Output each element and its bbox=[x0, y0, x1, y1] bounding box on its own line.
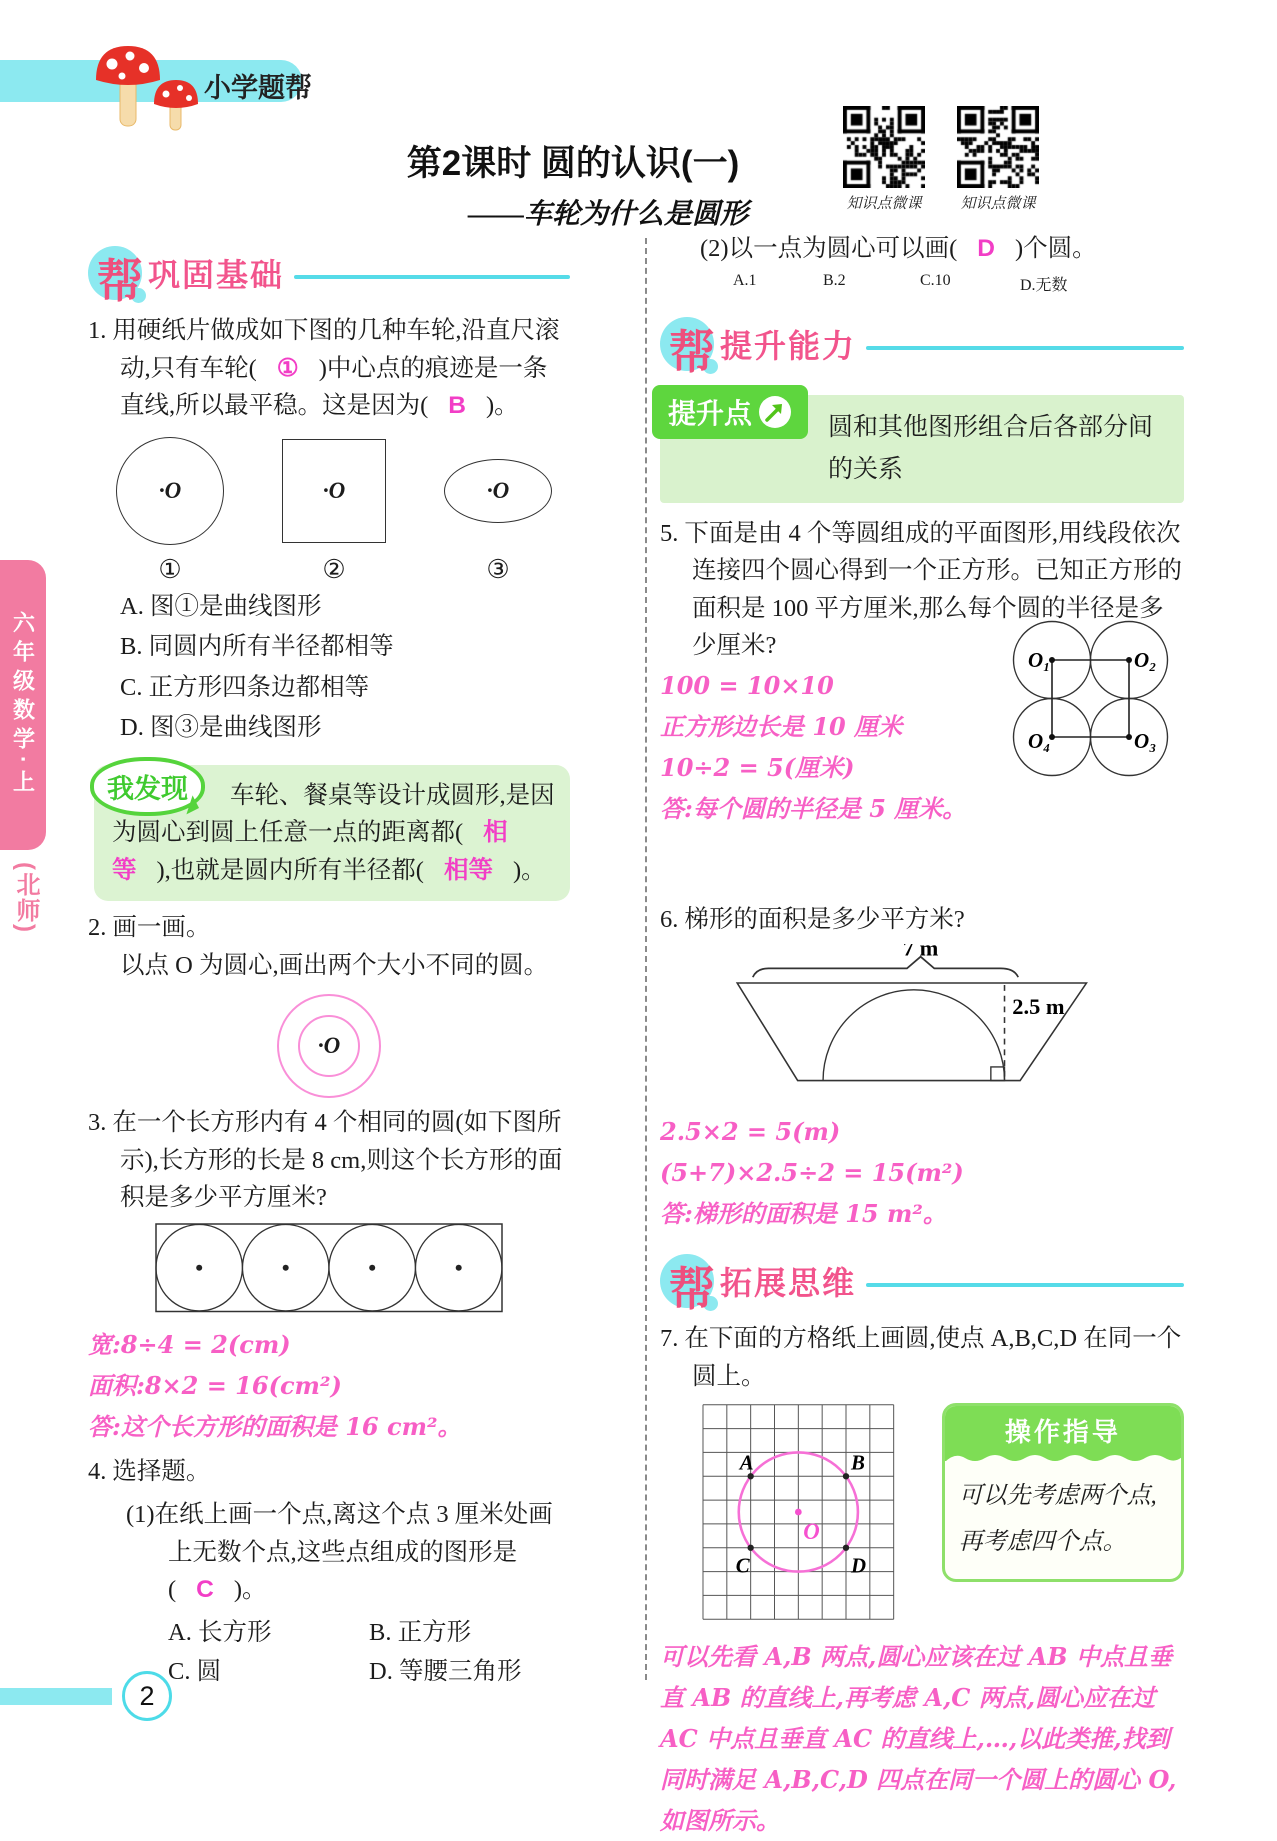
question-5-text: 5. 下面是由 4 个等圆组成的平面图形,用线段依次连接四个圆心得到一个正方形。已知正方形的面积是 100 平方厘米,那么每个圆的半径是多少厘米? bbox=[660, 519, 1182, 659]
question-2-text: 以点 O 为圆心,画出两个大小不同的圆。 bbox=[120, 951, 549, 979]
point-b-label: B bbox=[850, 1450, 865, 1475]
qr-code-icon bbox=[843, 106, 925, 188]
arrow-up-right-icon bbox=[758, 395, 792, 429]
center-label: ·O bbox=[486, 477, 510, 503]
operation-guide-box bbox=[942, 1403, 1184, 1582]
bang-badge-icon: 帮 bbox=[660, 314, 720, 374]
q4-option-2d: D.无数 bbox=[1020, 276, 1068, 294]
answer-blank: B bbox=[448, 392, 466, 419]
section-rule bbox=[866, 1283, 1184, 1287]
question-1-figure bbox=[88, 425, 570, 585]
section-expand-header bbox=[660, 1248, 1184, 1314]
operation-guide-text: 可以先考虑两个点,再考虑四个点。 bbox=[958, 1483, 1157, 1555]
section-title: 巩固基础 bbox=[148, 257, 285, 293]
qr-code-1 bbox=[841, 106, 927, 213]
mushroom-logo-icon bbox=[92, 34, 202, 136]
operation-guide-header: 操作指导 bbox=[945, 1406, 1181, 1461]
answer-blank: C bbox=[196, 1576, 214, 1603]
question-5-answer-area bbox=[660, 647, 1184, 895]
sidebar-grade-tab bbox=[0, 560, 46, 850]
q4-option-2b: B.2 bbox=[823, 271, 846, 289]
qr-caption-1: 知识点微课 bbox=[846, 196, 922, 212]
wheel-ellipse-figure bbox=[444, 435, 552, 585]
q3-answer-line1: 宽:8÷4 = 2(cm) bbox=[88, 1329, 291, 1359]
four-circles-figure bbox=[1002, 615, 1178, 781]
center-label: ·O bbox=[317, 1033, 341, 1058]
page-title: 第2课时 圆的认识(一) bbox=[406, 144, 740, 183]
section-rule bbox=[866, 346, 1184, 350]
q1-option-a: A. 图①是曲线图形 bbox=[120, 592, 322, 620]
section-rule bbox=[294, 275, 570, 279]
q1-option-b: B. 同圆内所有半径都相等 bbox=[120, 633, 394, 660]
section-improve-header bbox=[660, 311, 1184, 377]
point-a-label: A bbox=[739, 1450, 754, 1475]
figure-label-2: ② bbox=[322, 554, 346, 584]
q5-answer-line1: 100 = 10×10 bbox=[660, 670, 834, 700]
page-subtitle: ——车轮为什么是圆形 bbox=[468, 199, 749, 230]
answer-blank: 相等 bbox=[112, 819, 508, 884]
center-label: ·O bbox=[158, 477, 182, 503]
center-label: ·O bbox=[322, 477, 346, 503]
center-label-o1: O₁ bbox=[1028, 647, 1051, 672]
q6-answer-line1: 2.5×2 = 5(m) bbox=[660, 1117, 841, 1146]
trapezoid-figure bbox=[690, 944, 1120, 1104]
figure-label-3: ③ bbox=[486, 554, 510, 584]
section-consolidate-header bbox=[88, 240, 570, 306]
qr-code-2 bbox=[955, 106, 1041, 213]
page-number: 2 bbox=[122, 1671, 172, 1721]
logo-text: 小学题帮 bbox=[204, 73, 312, 103]
question-2-title: 2. 画一画。 bbox=[88, 914, 211, 941]
bang-badge-icon: 帮 bbox=[660, 1251, 720, 1311]
section-title: 拓展思维 bbox=[720, 1265, 857, 1301]
q7-explanation: 可以先看 A,B 两点,圆心应该在过 AB 中点且垂直 AB 的直线上,再考虑 A,C 两点,圆心应在过 AC 中点且垂直 AC 的直线上,…,以此类推,找到同时满足 A,B,C,D 四点在同一个圆上的圆心 O,如图所示。 bbox=[660, 1642, 1177, 1835]
discover-text: 车轮、餐桌等设计成圆形,是因为圆心到圆上任意一点的距离都( 相等 ),也就是圆内所有半径都( 相等 )。 bbox=[112, 781, 555, 884]
q4-option-c: C. 圆 bbox=[168, 1657, 222, 1685]
q3-answer-line2: 面积:8×2 = 16(cm²) bbox=[88, 1370, 342, 1400]
column-divider bbox=[645, 238, 647, 1680]
question-3-figure bbox=[88, 1223, 570, 1318]
boost-point-box bbox=[660, 395, 1184, 503]
page-number-bar bbox=[0, 1688, 112, 1705]
center-o-label: O bbox=[803, 1518, 820, 1544]
figure-label-1: ① bbox=[158, 554, 182, 584]
center-label-o3: O₃ bbox=[1134, 728, 1157, 753]
question-2-figure bbox=[277, 994, 381, 1098]
question-4-title: 4. 选择题。 bbox=[88, 1457, 211, 1485]
question-3-text: 3. 在一个长方形内有 4 个相同的圆(如下图所示),长方形的长是 8 cm,则这个长方形的面积是多少平方厘米? bbox=[88, 1109, 563, 1211]
q6-answer-line3: 答:梯形的面积是 15 m²。 bbox=[660, 1199, 947, 1228]
answer-blank: ① bbox=[276, 354, 299, 382]
q1-option-d: D. 图③是曲线图形 bbox=[120, 714, 322, 741]
question-6-text: 6. 梯形的面积是多少平方米? bbox=[660, 905, 965, 933]
q4-option-2a: A.1 bbox=[733, 271, 757, 289]
trapezoid-top-label: 7 m bbox=[902, 944, 939, 961]
answer-blank: D bbox=[977, 235, 995, 262]
discover-bubble-label: 我发现 bbox=[90, 757, 205, 816]
point-d-label: D bbox=[850, 1553, 867, 1578]
qr-code-icon bbox=[957, 106, 1039, 188]
center-label-o4: O₄ bbox=[1028, 728, 1051, 753]
q5-answer-line3: 10÷2 = 5(厘米) bbox=[660, 752, 855, 782]
question-4-sub2: (2)以一点为圆心可以画( D )个圆。 bbox=[700, 235, 1097, 262]
rectangle-circles-figure bbox=[155, 1223, 503, 1313]
q3-answer-line3: 答:这个长方形的面积是 16 cm²。 bbox=[88, 1411, 462, 1441]
q6-answer-line2: (5+7)×2.5÷2 = 15(m²) bbox=[660, 1158, 964, 1187]
left-column bbox=[88, 238, 570, 1687]
section-title: 提升能力 bbox=[720, 327, 857, 364]
q5-answer-line2: 正方形边长是 10 厘米 bbox=[660, 711, 903, 741]
q4-option-d: D. 等腰三角形 bbox=[369, 1657, 522, 1685]
question-4-sub1: (1)在纸上画一个点,离这个点 3 厘米处画上无数个点,这些点组成的图形是( C )。 bbox=[126, 1501, 553, 1603]
point-c-label: C bbox=[735, 1553, 750, 1578]
qr-caption-2: 知识点微课 bbox=[960, 196, 1036, 212]
boost-point-text: 圆和其他图形组合后各部分间的关系 bbox=[828, 413, 1154, 483]
q4-option-b: B. 正方形 bbox=[369, 1618, 472, 1646]
question-7-text: 7. 在下面的方格纸上画圆,使点 A,B,C,D 在同一个圆上。 bbox=[660, 1325, 1182, 1390]
question-1-text: 1. 用硬纸片做成如下图的几种车轮,沿直尺滚动,只有车轮( ① )中心点的痕迹是一条直线,所以最平稳。这是因为( B )。 bbox=[88, 317, 560, 419]
q4-options-row1 bbox=[88, 1613, 570, 1648]
boost-point-label: 提升点 bbox=[652, 385, 808, 439]
q1-option-c: C. 正方形四条边都相等 bbox=[120, 673, 370, 701]
question-7-figure-row bbox=[660, 1403, 1184, 1622]
q5-answer-line4: 答:每个圆的半径是 5 厘米。 bbox=[660, 793, 967, 823]
trapezoid-height-label: 2.5 m bbox=[1012, 994, 1065, 1020]
discover-note-box bbox=[94, 765, 570, 902]
q4-option-a: A. 长方形 bbox=[168, 1618, 272, 1646]
answer-blank: 相等 bbox=[443, 856, 493, 884]
sidebar-edition-text: (北师) bbox=[12, 862, 39, 934]
q4-sub2-options bbox=[660, 272, 1184, 295]
sidebar-grade-text: 六年级数学·上 bbox=[10, 610, 36, 800]
grid-circle-figure bbox=[702, 1403, 896, 1622]
q4-option-2c: C.10 bbox=[920, 271, 951, 289]
wheel-square-figure bbox=[282, 435, 386, 585]
bang-badge-icon: 帮 bbox=[88, 243, 148, 303]
wheel-circle-figure bbox=[116, 435, 224, 585]
center-label-o2: O₂ bbox=[1134, 647, 1157, 672]
wave-edge bbox=[945, 1452, 1183, 1462]
right-column bbox=[660, 230, 1184, 1841]
